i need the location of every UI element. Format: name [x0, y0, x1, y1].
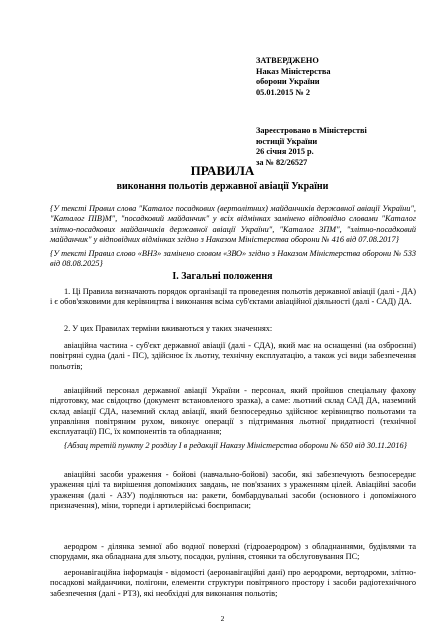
approval-line: ЗАТВЕРДЖЕНО	[256, 56, 319, 65]
paragraph: аеронавігаційна інформація - відомості (аеронавігаційні дані) про аеродроми, вертодроми, злітно-посадкові майданчики, полігони, елементи структури повітряного простору і засоби радіотехнічного забезпечення (далі - РТЗ), які необхідні для виконання польотів;	[50, 568, 416, 598]
approval-line: оборони України	[256, 77, 320, 87]
paragraph: аеродром - ділянка земної або водної поверхні (гідроаеродром) з обладнаннями, будівлями та спорудами, яка обладнана для зльоту, посадки, руління, стоянки та обслуговування ПС;	[50, 542, 416, 562]
paragraph: авіаційна частина - суб'єкт державної авіації (далі - СДА), який має на оснащенні (на озброєнні) повітряні судна (далі - ПС), здійснює їх льотну, технічну експлуатацію, а також усі види забезпечення польотів;	[50, 341, 416, 371]
amendment-note: {У тексті Правил слово «ВНЗ» замінено словом «ЗВО» згідно з Наказом Міністерства оборони № 533 від 08.08.2025}	[50, 249, 416, 269]
paragraph: 2. У цих Правилах терміни вживаються у таких значеннях:	[64, 324, 273, 333]
approval-line: Наказ Міністерства	[256, 66, 331, 76]
document-subtitle: виконання польотів державної авіації України	[116, 181, 329, 192]
registration-line: 26 січня 2015 р.	[256, 147, 314, 157]
amendment-paragraph: {Абзац третій пункту 2 розділу I в редакції Наказу Міністерства оборони № 650 від 30.11.2016}	[64, 441, 407, 450]
approval-stamp	[256, 56, 436, 98]
document-title: ПРАВИЛА	[190, 163, 255, 178]
amendment-note: {У тексті Правил слова "Каталог посадкових (вертолітних) майданчиків державної авіації України", "Каталог ПІВ)М", "посадковий майданчик" у всіх відмінках замінено відповідно словами "Каталог злітно-посадкових майданчиків державної авіації України", "Каталог ЗПМ", "злітно-посадковий майданчик" у відповідних відмінках згідно з Наказом Міністерства оборони № 416 від 07.08.2017}	[50, 204, 416, 244]
registration-line: юстиції України	[256, 136, 318, 146]
paragraph: авіаційні засоби ураження - бойові (навчально-бойові) засоби, які забезпечують безпосереднє ураження цілі та вирішення допоміжних завдань, не пов'язаних з ураженням цілей. Авіаційні засоби ураження (далі - АЗУ) поділяються на: ракети, бомбардувальні засоби (основного і допоміжного призначення), міни, торпеди і артилерійські боєприпаси;	[50, 470, 416, 510]
paragraph: 1. Ці Правила визначають порядок організації та проведення польотів державної авіації (далі - ДА) і є обов'язковими для керівництва і виконання всіма суб'єктами авіаційної діяльності (далі - САД) ДА.	[50, 287, 416, 307]
approval-line: 05.01.2015 № 2	[256, 87, 310, 97]
registration-line: Зареєстровано в Міністерстві	[256, 126, 367, 135]
section-heading: I. Загальні положення	[172, 271, 273, 282]
paragraph: авіаційний персонал державної авіації України - персонал, який пройшов спеціальну фахову підготовку, має свідоцтво (документ встановленого зразка), а саме: льотний склад САД ДА, наземний склад авіації СДА, наземний склад авіації, який безпосередньо здійснює керівництво польотами та управління повітряним рухом, виконує операції з підтримання льотної придатності (технічної експлуатації) ПС, їх компонентів та обладнання;	[50, 386, 416, 437]
registration-line: за № 82/26527	[256, 157, 308, 167]
page-number: 2	[220, 614, 225, 623]
